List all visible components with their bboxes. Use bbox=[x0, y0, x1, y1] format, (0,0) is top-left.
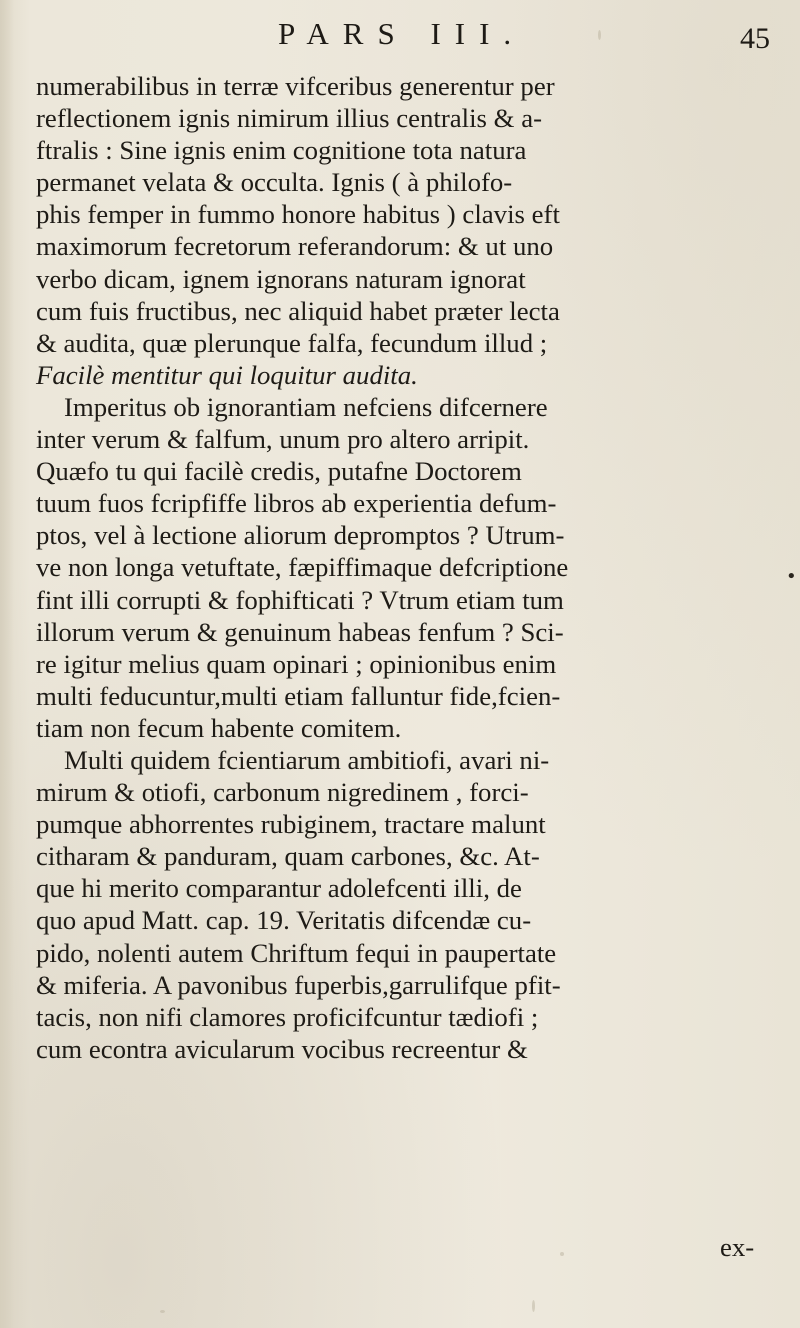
text-line: cum fuis fructibus, nec aliquid habet præter lecta bbox=[36, 295, 560, 326]
text-line: fint illi corrupti & fophifticati ? Vtrum etiam tum bbox=[36, 584, 564, 615]
text-line: maximorum fecretorum referandorum: & ut uno bbox=[36, 231, 554, 262]
page-gutter-shadow bbox=[0, 0, 14, 1328]
paper-fleck bbox=[532, 1300, 535, 1312]
page-header bbox=[0, 16, 800, 56]
paragraph-first-line: Imperitus ob ignorantiam nefciens difcernere bbox=[64, 391, 548, 422]
text-line: ftralis : Sine ignis enim cognitione tota natura bbox=[36, 135, 527, 166]
page-number: 45 bbox=[740, 22, 770, 55]
text-line: permanet velata & occulta. Ignis ( à philofo- bbox=[36, 167, 513, 198]
text-line: inter verum & falfum, unum pro altero arripit. bbox=[36, 424, 530, 455]
text-line: cum econtra avicularum vocibus recreentur & bbox=[36, 1033, 528, 1064]
text-line: verbo dicam, ignem ignorans naturam ignorat bbox=[36, 263, 526, 294]
running-head: PARS III. bbox=[278, 16, 526, 51]
text-line: ptos, vel à lectione aliorum depromptos ? Utrum- bbox=[36, 520, 565, 551]
text-line: multi feducuntur,multi etiam falluntur fide,fcien- bbox=[36, 680, 561, 711]
text-line: tacis, non nifi clamores proficifcuntur tædiofi ; bbox=[36, 1001, 539, 1032]
paper-fleck bbox=[160, 1310, 165, 1313]
paper-fleck bbox=[560, 1252, 564, 1256]
text-line: tiam non fecum habente comitem. bbox=[36, 712, 402, 743]
text-line: & miferia. A pavonibus fuperbis,garrulifque pfit- bbox=[36, 969, 561, 1000]
text-line: quo apud Matt. cap. 19. Veritatis difcendæ cu- bbox=[36, 905, 532, 936]
margin-ink-mark: • bbox=[786, 566, 797, 587]
catchword: ex- bbox=[720, 1232, 755, 1262]
text-line: que hi merito comparantur adolefcenti illi, de bbox=[36, 873, 522, 904]
body-text bbox=[36, 70, 776, 1065]
text-line: & audita, quæ plerunque falfa, fecundum illud ; bbox=[36, 327, 548, 358]
text-line: tuum fuos fcripfiffe libros ab experientia defum- bbox=[36, 488, 557, 519]
text-line: pido, nolenti autem Chriftum fequi in paupertate bbox=[36, 937, 557, 968]
text-line: reflectionem ignis nimirum illius centralis & a- bbox=[36, 103, 543, 134]
text-line: pumque abhorrentes rubiginem, tractare malunt bbox=[36, 809, 546, 840]
text-line: mirum & otiofi, carbonum nigredinem , forci- bbox=[36, 777, 529, 808]
italic-quotation-line: Facilè mentitur qui loquitur audita. bbox=[36, 359, 418, 390]
text-line: numerabilibus in terræ vifceribus generentur per bbox=[36, 71, 555, 101]
paragraph-first-line: Multi quidem fcientiarum ambitiofi, avari ni- bbox=[64, 744, 550, 775]
text-line: re igitur melius quam opinari ; opinionibus enim bbox=[36, 648, 557, 679]
text-line: phis femper in fummo honore habitus ) clavis eft bbox=[36, 199, 560, 230]
text-line: citharam & panduram, quam carbones, &c. At- bbox=[36, 841, 540, 872]
text-line: ve non longa vetuftate, fæpiffimaque defcriptione bbox=[36, 552, 569, 583]
text-line: Quæfo tu qui facilè credis, putafne Doctorem bbox=[36, 456, 522, 487]
text-line: illorum verum & genuinum habeas fenfum ? Sci- bbox=[36, 616, 564, 647]
